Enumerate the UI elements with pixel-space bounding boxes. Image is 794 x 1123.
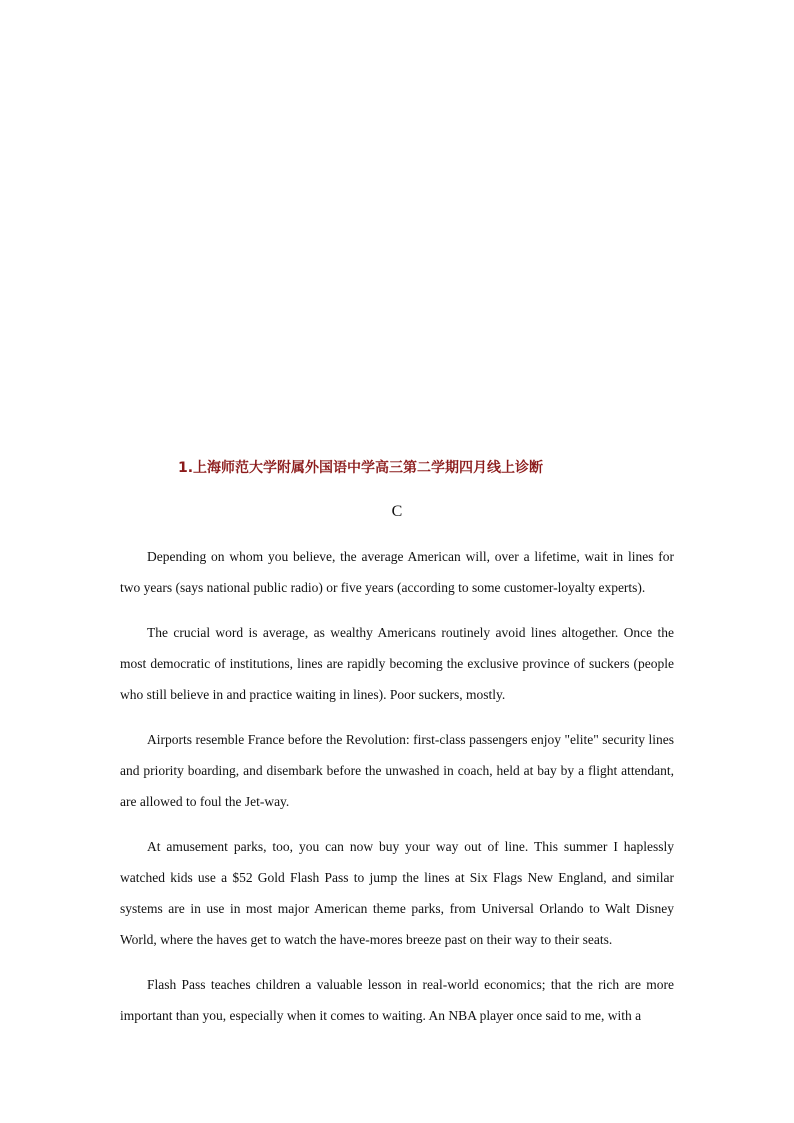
section-letter: C <box>391 503 403 520</box>
paragraph-1: Depending on whom you believe, the average American will, over a lifetime, wait in lines for two years (says national public radio) or five years (according to some customer-loyalty experts). <box>120 549 674 595</box>
document-heading: 1.上海师范大学附属外国语中学高三第二学期四月线上诊断 <box>178 460 544 476</box>
paragraph-5: Flash Pass teaches children a valuable lesson in real-world economics; that the rich are more important than you, especially when it comes to waiting. An NBA player once said to me, with a <box>120 977 674 1023</box>
paragraph-4: At amusement parks, too, you can now buy your way out of line. This summer I haplessly watched kids use a $52 Gold Flash Pass to jump the lines at Six Flags New England, and similar systems are in use in most major American theme parks, from Universal Orlando to Walt Disney World, where the haves get to watch the have-mores breeze past on their way to their seats. <box>120 839 674 947</box>
paragraph-2: The crucial word is average, as wealthy Americans routinely avoid lines altogether. Once the most democratic of institutions, lines are rapidly becoming the exclusive province of suckers (people who still believe in and practice waiting in lines). Poor suckers, mostly. <box>120 625 674 702</box>
paragraph-3: Airports resemble France before the Revolution: first-class passengers enjoy "elite" security lines and priority boarding, and disembark before the unwashed in coach, held at bay by a flight attendant, are allowed to foul the Jet-way. <box>120 732 674 809</box>
body-text <box>120 541 674 1045</box>
